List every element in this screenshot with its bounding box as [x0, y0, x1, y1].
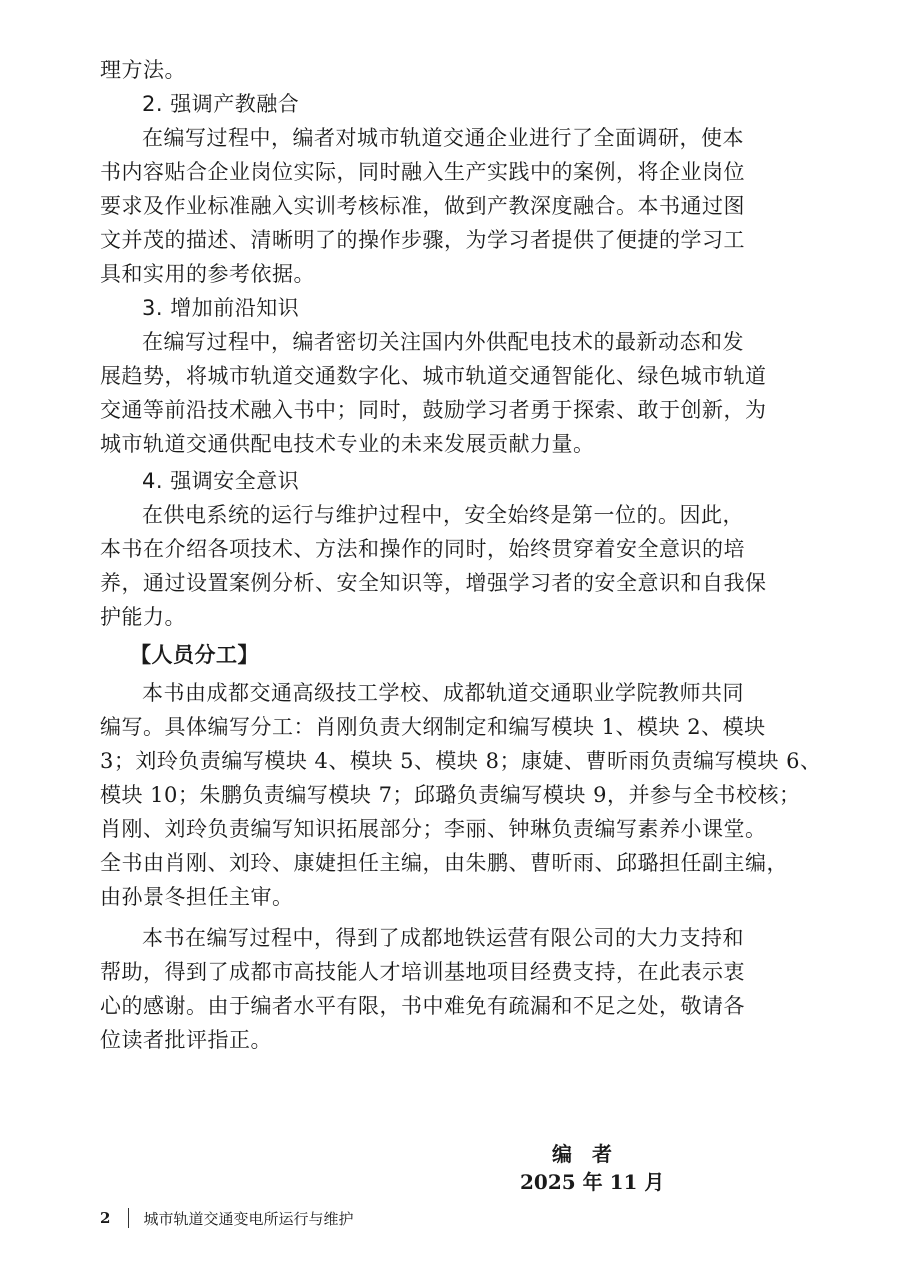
section-heading: 4. 强调安全意识 — [142, 469, 300, 493]
paragraph-line: 在供电系统的运行与维护过程中，安全始终是第一位的。因此， — [142, 503, 744, 527]
page-footer — [100, 1206, 353, 1230]
paragraph-line: 城市轨道交通供配电技术专业的未来发展贡献力量。 — [100, 432, 595, 456]
paragraph-line: 在编写过程中，编者对城市轨道交通企业进行了全面调研，使本 — [142, 126, 744, 150]
section-heading: 2. 强调产教融合 — [142, 92, 300, 116]
paragraph-line: 位读者批评指正。 — [100, 1028, 272, 1052]
paragraph-line: 具和实用的参考依据。 — [100, 262, 315, 286]
paragraph-line: 由孙景冬担任主审。 — [100, 885, 294, 909]
section-heading: 3. 增加前沿知识 — [142, 296, 300, 320]
paragraph-line: 3；刘玲负责编写模块 4、模块 5、模块 8；康婕、曹昕雨负责编写模块 6、 — [100, 749, 822, 773]
paragraph-line: 文并茂的描述、清晰明了的操作步骤，为学习者提供了便捷的学习工 — [100, 228, 745, 252]
paragraph-line: 养，通过设置案例分析、安全知识等，增强学习者的安全意识和自我保 — [100, 571, 767, 595]
paragraph-line: 书内容贴合企业岗位实际，同时融入生产实践中的案例，将企业岗位 — [100, 160, 745, 184]
paragraph-line: 全书由肖刚、刘玲、康婕担任主编，由朱鹏、曹昕雨、邱璐担任副主编， — [100, 851, 788, 875]
paragraph-line: 模块 10；朱鹏负责编写模块 7；邱璐负责编写模块 9，并参与全书校核； — [100, 783, 801, 807]
paragraph-line: 本书在编写过程中，得到了成都地铁运营有限公司的大力支持和 — [142, 926, 744, 950]
paragraph-line: 本书由成都交通高级技工学校、成都轨道交通职业学院教师共同 — [142, 681, 744, 705]
signature-date: 2025 年 11 月 — [520, 1170, 665, 1194]
paragraph-line: 交通等前沿技术融入书中；同时，鼓励学习者勇于探索、敢于创新，为 — [100, 398, 767, 422]
footer-divider — [128, 1208, 129, 1228]
paragraph-line: 帮助，得到了成都市高技能人才培训基地项目经费支持，在此表示衷 — [100, 960, 745, 984]
page-number: 2 — [100, 1209, 111, 1227]
section-heading: 【人员分工】 — [130, 643, 259, 667]
paragraph-line: 要求及作业标准融入实训考核标准，做到产教深度融合。本书通过图 — [100, 194, 745, 218]
paragraph-line: 肖刚、刘玲负责编写知识拓展部分；李丽、钟琳负责编写素养小课堂。 — [100, 817, 767, 841]
paragraph-line: 护能力。 — [100, 605, 186, 629]
paragraph-line: 本书在介绍各项技术、方法和操作的同时，始终贯穿着安全意识的培 — [100, 537, 745, 561]
paragraph-line: 展趋势，将城市轨道交通数字化、城市轨道交通智能化、绿色城市轨道 — [100, 364, 767, 388]
paragraph-line: 心的感谢。由于编者水平有限，书中难免有疏漏和不足之处，敬请各 — [100, 994, 745, 1018]
paragraph-line: 编写。具体编写分工：肖刚负责大纲制定和编写模块 1、模块 2、模块 — [100, 715, 766, 739]
signature-author: 编 者 — [552, 1142, 612, 1166]
paragraph-line: 在编写过程中，编者密切关注国内外供配电技术的最新动态和发 — [142, 330, 744, 354]
book-title: 城市轨道交通变电所运行与维护 — [143, 1209, 354, 1228]
paragraph-line: 理方法。 — [100, 58, 186, 82]
